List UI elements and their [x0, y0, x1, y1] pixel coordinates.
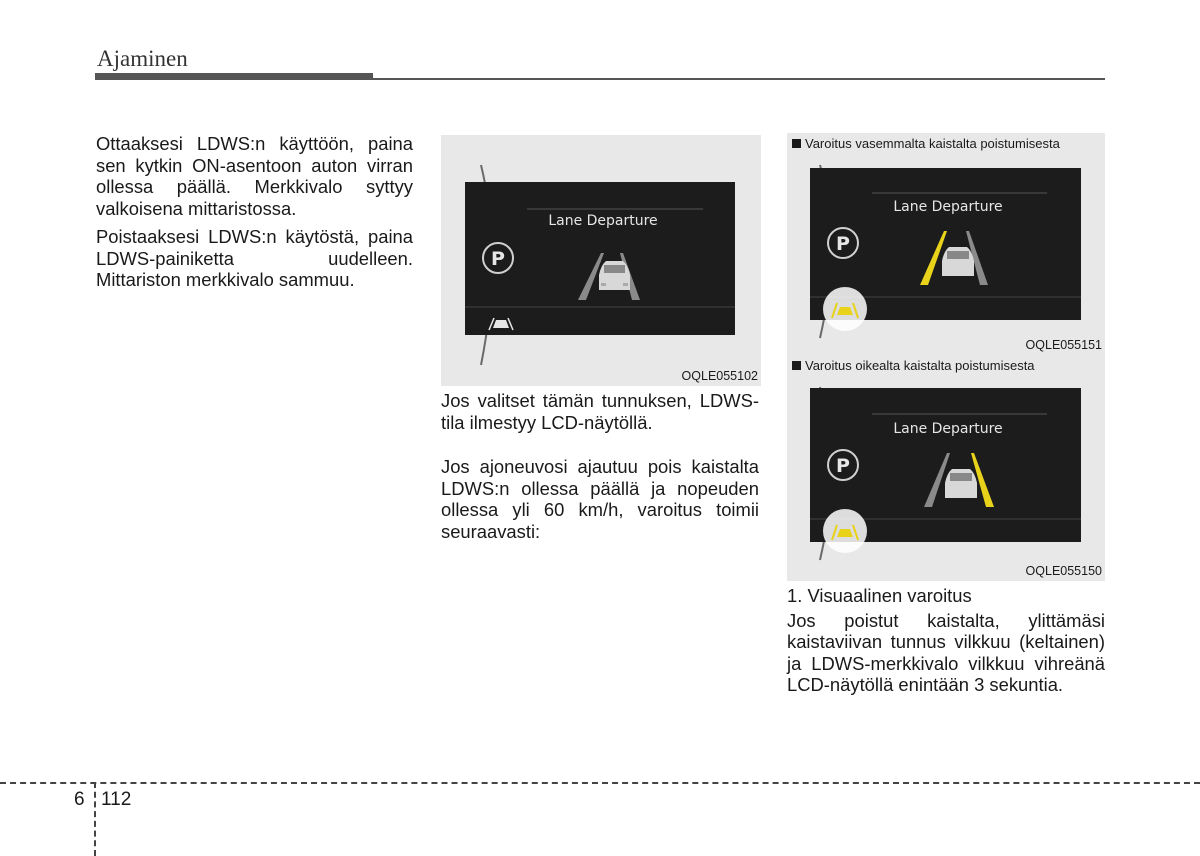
column-2 [441, 390, 759, 565]
figure-caption: Varoitus oikealta kaistalta poistumisesta [792, 358, 1035, 373]
paragraph: Ottaaksesi LDWS:n käyttöön, paina sen kytkin ON-asentoon auton virran ollessa päällä. Merkkivalo syttyy valkoisena mittaristossa. [96, 133, 413, 219]
flashing-lane-warning-icon [823, 509, 867, 553]
car-rear-icon [942, 247, 974, 276]
svg-text:P: P [836, 233, 850, 255]
figure-caption: Varoitus vasemmalta kaistalta poistumisesta [792, 136, 1060, 151]
car-rear-icon [599, 261, 630, 290]
column-3 [787, 585, 1105, 699]
dashboard-illustration [787, 355, 1105, 581]
figure-code: OQLE055151 [1025, 338, 1102, 352]
figure-left-lane-warning [787, 133, 1105, 355]
header-rule [373, 78, 1105, 80]
display-title: Lane Departure [893, 199, 1003, 215]
column-1 [96, 133, 413, 298]
figure-code: OQLE055102 [681, 369, 758, 383]
figure-code: OQLE055150 [1025, 564, 1102, 578]
car-rear-icon [945, 469, 977, 498]
svg-text:P: P [491, 248, 505, 270]
svg-text:P: P [836, 455, 850, 477]
figure-lane-departure-on [441, 135, 761, 386]
footer-rule [0, 782, 1200, 784]
display-title: Lane Departure [548, 213, 658, 229]
paragraph: Poistaaksesi LDWS:n käytöstä, paina LDWS-painiketta uudelleen. Mittariston merkkivalo sammuu. [96, 226, 413, 290]
dashboard-illustration [787, 133, 1105, 355]
chapter-number: 6 [74, 789, 85, 810]
page-header-title: Ajaminen [97, 46, 188, 71]
figure-right-lane-warning [787, 355, 1105, 581]
paragraph: Jos valitset tämän tunnuksen, LDWS-tila ilmestyy LCD-näytöllä. [441, 390, 759, 433]
footer-divider [94, 782, 96, 856]
header-accent-bar [95, 73, 373, 80]
section-heading: 1. Visuaalinen varoitus [787, 585, 972, 606]
flashing-lane-warning-icon [823, 287, 867, 331]
display-title: Lane Departure [893, 421, 1003, 437]
page-number: 112 [101, 789, 132, 810]
dashboard-illustration [441, 135, 761, 386]
paragraph: Jos poistut kaistalta, ylittämäsi kaistaviivan tunnus vilkkuu (keltainen) ja LDWS-merkkivalo vilkkuu vihreänä LCD-näytöllä enintään 3 sekuntia. [787, 609, 1105, 695]
paragraph: Jos ajoneuvosi ajautuu pois kaistalta LDWS:n ollessa päällä ja nopeuden ollessa yli 60 km/h, varoitus toimii seuraavasti: [441, 456, 759, 542]
